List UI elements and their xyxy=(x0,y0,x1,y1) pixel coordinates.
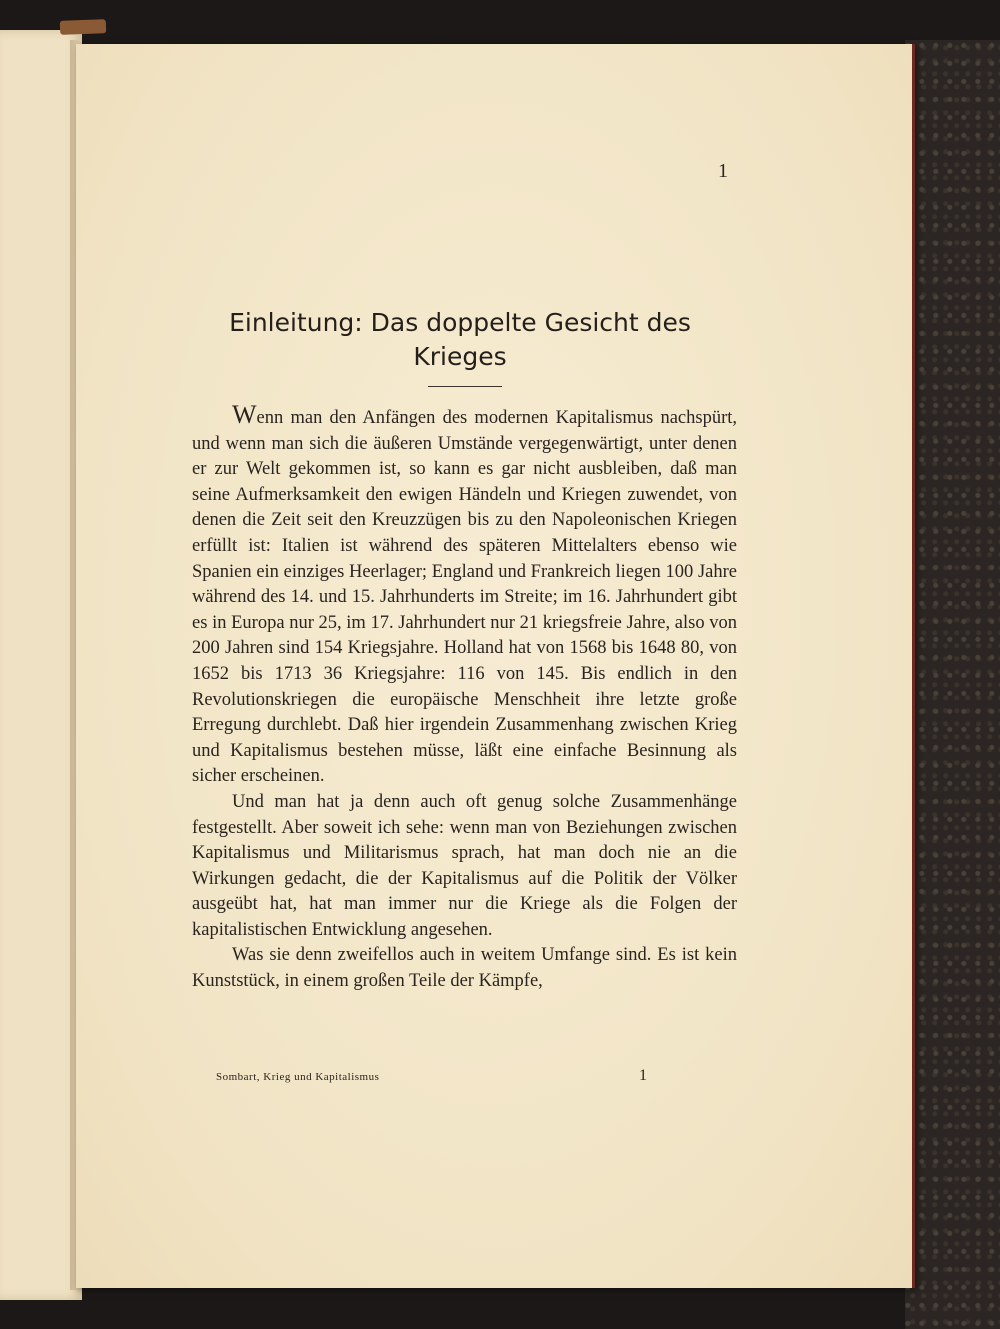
paragraph-1-text: enn man den Anfängen des modernen Kapitalismus nachspürt, und wenn man sich die äußeren Umstände vergegenwärtigt, unter denen er zur Welt gekommen ist, so kann es gar nicht ausbleiben, daß man seine Aufmerksamkeit den ewigen Händeln und Kriegen zuwendet, von denen die Zeit seit den Kreuzzügen bis zu den Napoleonischen Kriegen erfüllt ist: Italien ist während des späteren Mittelalters ebenso wie Spanien ein einziges Heerlager; England und Frankreich liegen 100 Jahre während des 14. und 15. Jahrhunderts im Streite; im 16. Jahrhundert gibt es in Europa nur 25, im 17. Jahrhundert nur 21 kriegsfreie Jahre, also von 200 Jahren sind 154 Kriegsjahre. Holland hat von 1568 bis 1648 80, von 1652 bis 1713 36 Kriegsjahre: 116 von 145. Bis endlich in den Revolutionskriegen die europäische Menschheit ihre letzte große Erregung durchlebt. Daß hier irgendein Zusammenhang zwischen Krieg und Kapitalismus bestehen müsse, läßt eine einfache Besinnung als sicher erscheinen. xyxy=(192,408,737,787)
paragraph-1 xyxy=(192,402,737,790)
paragraph-3: Was sie denn zweifellos auch in weitem Umfange sind. Es ist kein Kunststück, in einem großen Teile der Kämpfe, xyxy=(192,945,737,992)
bookmark-ribbon xyxy=(60,19,106,35)
title-divider xyxy=(428,386,502,387)
initial-letter: W xyxy=(232,400,257,429)
page-number: 1 xyxy=(718,160,728,182)
running-footer: Sombart, Krieg und Kapitalismus xyxy=(216,1071,380,1083)
chapter-title-line-1: Einleitung: Das doppelte Gesicht des xyxy=(229,308,691,337)
chapter-title-line-2: Krieges xyxy=(413,342,507,371)
signature-mark: 1 xyxy=(639,1067,647,1084)
body-text xyxy=(192,402,737,995)
paragraph-2: Und man hat ja denn auch oft genug solche Zusammenhänge festgestellt. Aber soweit ich sehe: wenn man von Beziehungen zwischen Kapitalismus und Militarismus sprach, hat man doch nie an die Wirkungen gedacht, die der Kapitalismus auf die Politik der Völker ausgeübt hat, hat man immer nur die Kriege als die Folgen der kapitalistischen Entwicklung angesehen. xyxy=(192,791,737,940)
book-cover-edge xyxy=(905,40,1000,1329)
chapter-title xyxy=(150,306,770,374)
